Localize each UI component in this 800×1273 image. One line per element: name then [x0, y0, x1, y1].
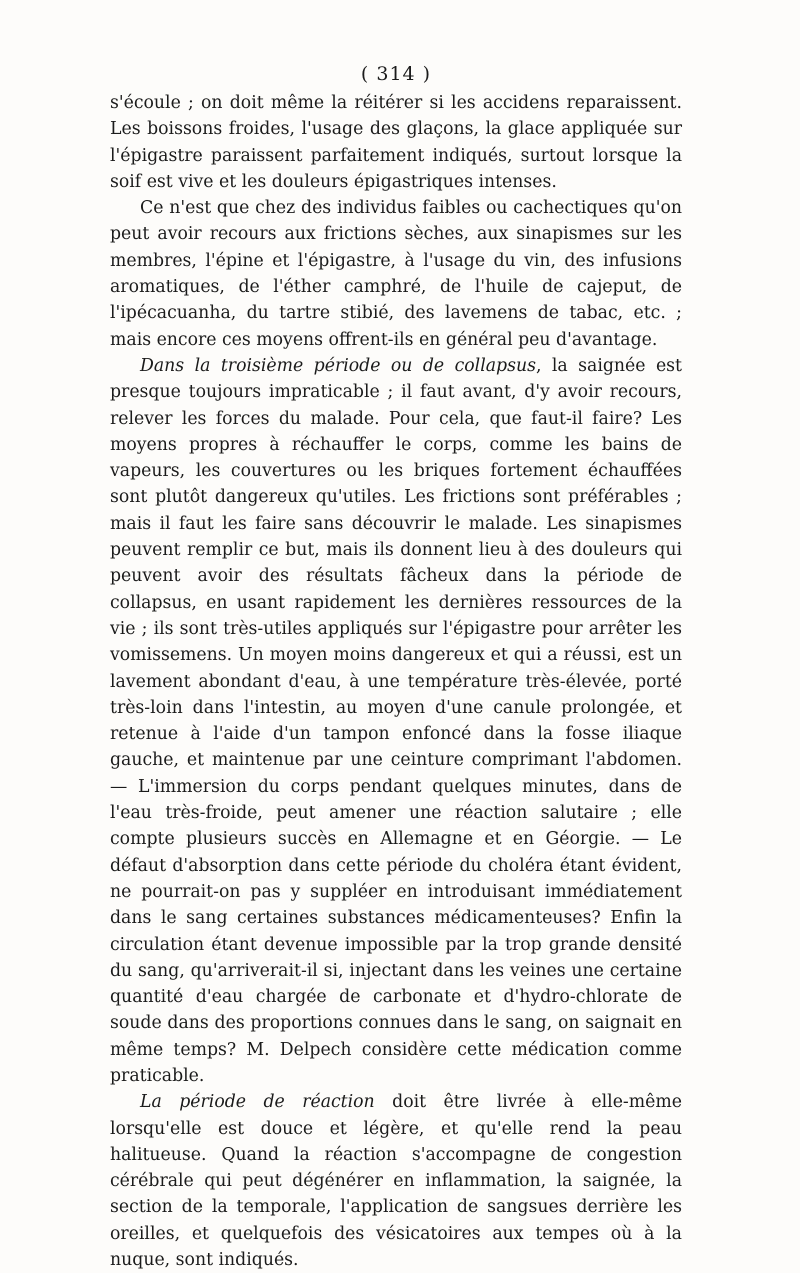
paragraph-collapse-period [110, 353, 682, 1089]
paragraph-lead: Dans la troisième période ou de collapsus [140, 355, 536, 376]
paragraph-continuation [110, 90, 682, 195]
paragraph-text: , la saignée est presque toujours impraticable ; il faut avant, d'y avoir recours, relever les forces du malade. Pour cela, que faut-il faire? Les moyens propres à réchauffer le corps, comme les bains de vapeurs, les couvertures ou les briques fortement échauffées sont plutôt dangereux qu'utiles. Les frictions sont préférables ; mais il faut les faire sans découvrir le malade. Les sinapismes peuvent remplir ce but, mais ils donnent lieu à des douleurs qui peuvent avoir des résultats fâcheux dans la période de collapsus, en usant rapidement les dernières ressources de la vie ; ils sont très-utiles appliqués sur l'épigastre pour arrêter les vomissemens. Un moyen moins dangereux et qui a réussi, est un lavement abondant d'eau, à une température très-élevée, porté très-loin dans l'intestin, au moyen d'une canule prolongée, et retenue à l'aide d'un tampon enfoncé dans la fosse iliaque gauche, et maintenue par une ceinture comprimant l'abdomen. — L'immersion du corps pendant quelques minutes, dans de l'eau très-froide, peut amener une réaction salutaire ; elle compte plusieurs succès en Allemagne et en Géorgie. — Le défaut d'absorption dans cette période du choléra étant évident, ne pourrait-on pas y suppléer en introduisant immédiatement dans le sang certaines substances médicamenteuses? Enfin la circulation étant devenue impossible par la trop grande densité du sang, qu'arriverait-il si, injectant dans les veines une certaine quantité d'eau chargée de carbonate et d'hydro-chlorate de soude dans des proportions connues dans le sang, on saignait en même temps? M. Delpech considère cette médication comme praticable. [110, 355, 682, 1086]
paragraph-lead: La période de réaction [140, 1092, 375, 1113]
paragraph-reaction-period [110, 1089, 682, 1273]
paragraph-text: doit être livrée à elle-même lorsqu'elle est douce et légère, et qu'elle rend la peau halitueuse. Quand la réaction s'accompagne de congestion cérébrale qui peut dégénérer en inflammation, la saignée, la section de la temporale, l'application de sangsues derrière les oreilles, et quelquefois des vésicatoires aux tempes où à la nuque, sont indiqués. [110, 1092, 683, 1271]
book-page [110, 60, 682, 1273]
paragraph-text: Ce n'est que chez des individus faibles ou cachectiques qu'on peut avoir recours aux frictions sèches, aux sinapismes sur les membres, l'épine et l'épigastre, à l'usage du vin, des infusions aromatiques, de l'éther camphré, de l'huile de cajeput, de l'ipécacuanha, du tartre stibié, des lavemens de tabac, etc. ; mais encore ces moyens offrent-ils en général peu d'avantage. [110, 198, 682, 350]
paragraph-text: s'écoule ; on doit même la réitérer si les accidens reparaissent. Les boissons froides, l'usage des glaçons, la glace appliquée sur l'épigastre paraissent parfaitement indiqués, surtout lorsque la soif est vive et les douleurs épigastriques intenses. [110, 93, 682, 192]
paragraph-weak-patients [110, 195, 682, 353]
page-number: ( 314 ) [360, 63, 432, 85]
